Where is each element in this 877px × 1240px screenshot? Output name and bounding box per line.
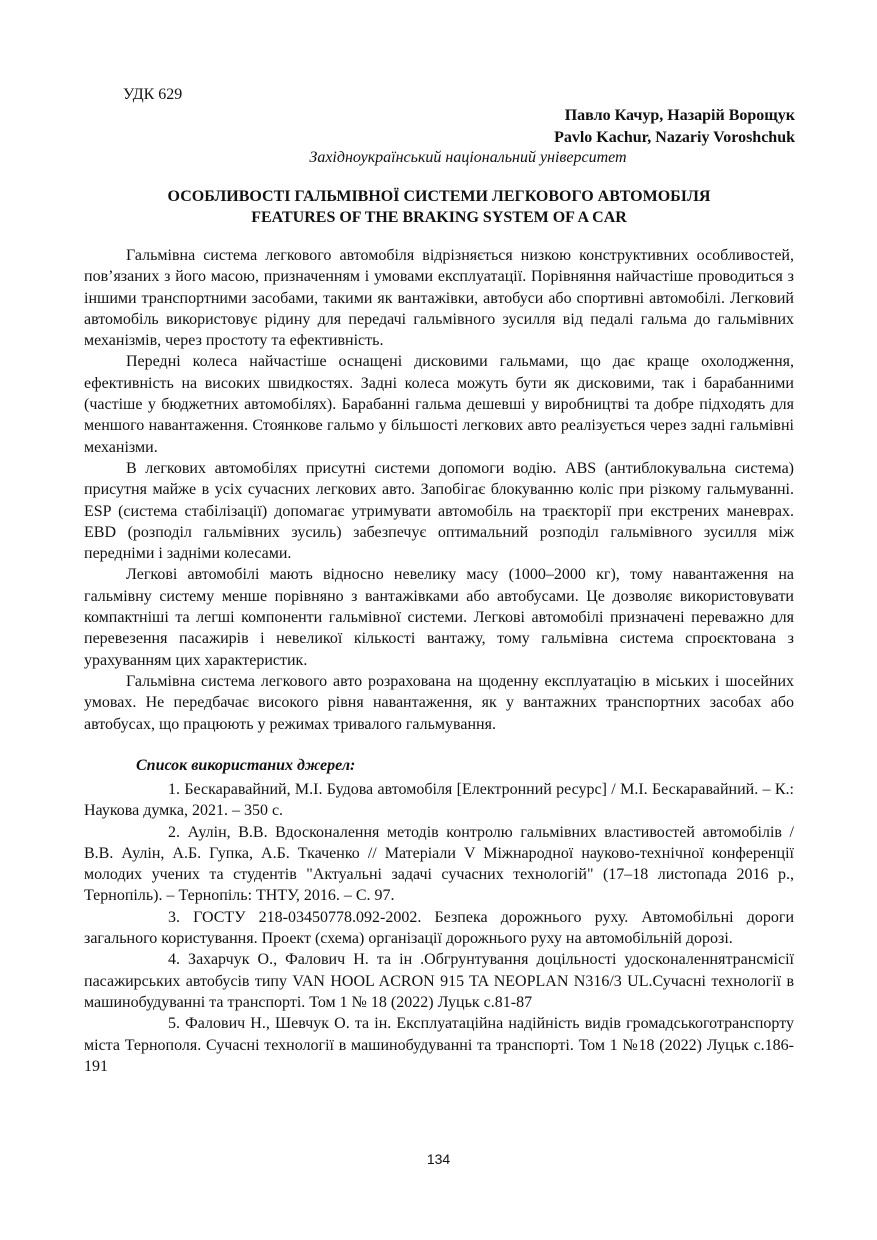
reference-item bbox=[84, 949, 794, 1013]
authors-english: Pavlo Kachur, Nazariy Voroshchuk bbox=[554, 129, 795, 146]
reference-number: 5. bbox=[168, 1015, 180, 1033]
paragraph: Гальмівна система легкового авто розрахована на щоденну експлуатацію в міських і шосейних умовах. Не передбачає високого рівня навантаження, як у вантажних транспортних засобах або автобусах, що працюють у режимах тривалого гальмування. bbox=[84, 672, 794, 733]
reference-text: Фалович Н., Шевчук О. та ін. Експлуатаційна надійність видів громадськоготранспорту міста Тернополя. Сучасні технології в машинобудуванні та транспорті. Том 1 №18 (2022) Луцьк с.186-191 bbox=[84, 1015, 795, 1075]
reference-number: 3. bbox=[168, 908, 180, 926]
authors-block bbox=[554, 105, 795, 149]
paragraph: В легкових автомобілях присутні системи допомоги водію. ABS (антиблокувальна система) присутня майже в усіх сучасних легкових авто. Запобігає блокуванню коліс при різкому гальмуванні. ESP (система стабілізації) допомагає утримувати автомобіль на траєкторії при екстрених маневрах. EBD (розподіл гальмівних зусиль) забезпечує оптимальний розподіл гальмівного зусилля між передніми і задніми колесами. bbox=[84, 459, 794, 563]
reference-text: Бескаравайний, М.І. Будова автомобіля [Електронний ресурс] / М.І. Бескаравайний. – К.: Наукова думка, 2021. – 350 с. bbox=[84, 781, 794, 820]
references-list bbox=[84, 779, 794, 1077]
reference-number: 2. bbox=[168, 823, 180, 841]
reference-number: 1. bbox=[168, 781, 180, 798]
udk-code: УДК 629 bbox=[123, 86, 183, 103]
reference-number: 4. bbox=[168, 951, 180, 969]
reference-item bbox=[84, 907, 794, 950]
references-heading: Список використаних джерел: bbox=[136, 757, 356, 774]
paper-title bbox=[84, 186, 794, 228]
body-text bbox=[84, 245, 794, 735]
paragraph: Передні колеса найчастіше оснащені дисковими гальмами, що дає краще охолодження, ефективність на високих швидкостях. Задні колеса можуть бути як дисковими, так і барабанними (частіше у бюджетних автомобілях). Барабанні гальма дешевші у виробництві та добре підходять для меншого навантаження. Стоянкове гальмо у більшості легкових авто реалізується через задні гальмівні механізми. bbox=[84, 353, 794, 456]
reference-text: Захарчук О., Фалович Н. та ін .Обгрунтування доцільності удосконаленнятрансмісії пасажирських автобусів типу VAN HOOL ACRON 915 TA NEOPLAN N316/3 UL.Сучасні технології в машинобудуванні та транспорті. Том 1 № 18 (2022) Луцьк с.81-87 bbox=[84, 951, 794, 1011]
reference-item bbox=[84, 779, 794, 822]
paragraph: Легкові автомобілі мають відносно невелику масу (1000–2000 кг), тому навантаження на гальмівну систему менше порівняно з вантажівками або автобусами. Це дозволяє використовувати компактніші та легші компоненти гальмівної системи. Легкові автомобілі призначені переважно для перевезення пасажирів і невеликої кількості вантажу, тому гальмівна система спроєктована з урахуванням цих характеристик. bbox=[84, 566, 794, 669]
title-english: FEATURES OF THE BRAKING SYSTEM OF A CAR bbox=[251, 209, 627, 226]
title-ukrainian: ОСОБЛИВОСТІ ГАЛЬМІВНОЇ СИСТЕМИ ЛЕГКОВОГО АВТОМОБІЛЯ bbox=[167, 188, 711, 205]
reference-text: ГОСТУ 218-03450778.092-2002. Безпека дорожнього руху. Автомобільні дороги загального користування. Проект (схема) організації дорожнього руху на автомобільній дорозі. bbox=[84, 908, 795, 948]
reference-item bbox=[84, 822, 794, 907]
reference-item bbox=[84, 1013, 794, 1077]
page-number: 134 bbox=[426, 1151, 451, 1167]
authors-ukrainian: Павло Качур, Назарій Ворощук bbox=[564, 107, 795, 124]
affiliation: Західноукраїнський національний університет bbox=[309, 149, 627, 166]
paragraph: Гальмівна система легкового автомобіля відрізняється низкою конструктивних особливостей, пов’язаних з його масою, призначенням і умовами експлуатації. Порівняння найчастіше проводиться з іншими транспортними засобами, такими як вантажівки, автобуси або спортивні автомобілі. Легковий автомобіль використовує рідину для передачі гальмівного зусилля від педалі гальма до гальмівних механізмів, через простоту та ефективність. bbox=[84, 247, 794, 350]
reference-text: Аулін, В.В. Вдосконалення методів контролю гальмівних властивостей автомобілів / В.В. Аулін, А.Б. Гупка, А.Б. Ткаченко // Матеріали V Міжнародної науково-технічної конференції молодих учених та студентів "Актуальні задачі сучасних технологій" (17–18 листопада 2016 р., Тернопіль). – Тернопіль: ТНТУ, 2016. – С. 97. bbox=[84, 823, 794, 905]
